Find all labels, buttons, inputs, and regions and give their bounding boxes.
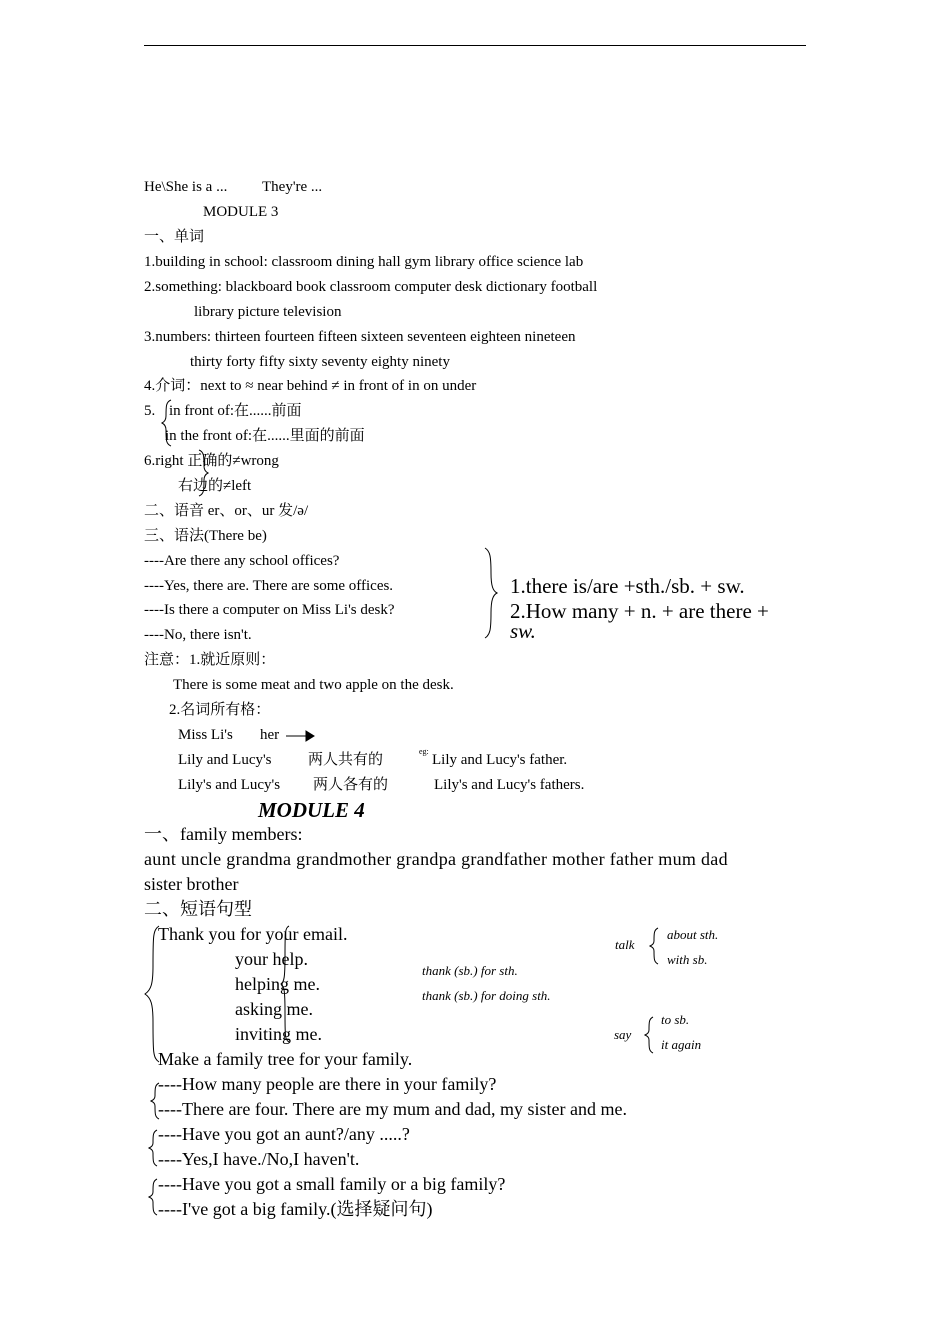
thank-inviting-me: inviting me. <box>235 1024 322 1044</box>
section-vocab: 一、单词 <box>144 229 205 245</box>
dialog-how-many: ----How many people are there in your family? <box>158 1074 497 1094</box>
possessive-joint-meaning: 两人共有的 <box>308 752 384 768</box>
vocab-line-3b: thirty forty fifty sixty seventy eighty ninety <box>190 354 450 370</box>
section-phonics: 二、语音 er、or、ur 发/ə/ <box>144 503 309 519</box>
dialog-family-size-question: ----Have you got a small family or a big family? <box>158 1174 506 1194</box>
brace-6 <box>199 450 211 496</box>
dialog-family-size-answer: ----I've got a big family.(选择疑问句) <box>158 1199 433 1219</box>
thank-asking-me: asking me. <box>235 999 313 1019</box>
brace-there-be <box>485 548 499 638</box>
hint-thank-for-sth: thank (sb.) for sth. <box>422 963 518 978</box>
dialog-a2: ----No, there isn't. <box>144 627 252 643</box>
brace-talk <box>650 928 660 964</box>
dialog-aunt-answer: ----Yes,I have./No,I haven't. <box>158 1149 360 1169</box>
vocab-line-5-number: 5. <box>144 403 156 419</box>
vocab-line-2b: library picture television <box>194 304 342 320</box>
verb-say: say <box>614 1027 632 1042</box>
pronoun-line: He\She is a ... <box>144 179 228 195</box>
brace-5 <box>162 400 174 446</box>
rule-how-many-cont: sw. <box>510 619 536 643</box>
module3-title: MODULE 3 <box>203 204 279 220</box>
possessive-heading: 2.名词所有格： <box>169 702 271 718</box>
hint-thank-for-doing: thank (sb.) for doing sth. <box>422 988 551 1003</box>
family-words-line-2: sister brother <box>144 874 239 894</box>
section-phrases: 二、短语句型 <box>144 899 252 919</box>
vocab-line-5a: in front of:在......前面 <box>169 403 302 419</box>
possessive-separate: Lily's and Lucy's <box>178 777 281 793</box>
vocab-line-4: 4.介词：next to ≈ near behind ≠ in front of in on under <box>144 378 477 394</box>
talk-with: with sb. <box>667 952 708 967</box>
note-heading: 注意：1.就近原则： <box>144 652 276 668</box>
possessive-separate-example: Lily's and Lucy's fathers. <box>434 777 585 793</box>
dialog-there-are-four: ----There are four. There are my mum and dad, my sister and me. <box>158 1099 627 1119</box>
brace-thank-you <box>145 926 161 1062</box>
dialog-q2: ----Is there a computer on Miss Li's desk? <box>144 602 395 618</box>
vocab-line-3: 3.numbers: thirteen fourteen fifteen sixteen seventeen eighteen nineteen <box>144 329 576 345</box>
vocab-line-1: 1.building in school: classroom dining hall gym library office science lab <box>144 254 584 270</box>
say-again: it again <box>661 1037 702 1052</box>
pronoun-line-they: They're ... <box>262 179 323 195</box>
vocab-line-6b: 右边的≠left <box>178 478 252 494</box>
module4-title: MODULE 4 <box>258 798 365 822</box>
dialog-q1: ----Are there any school offices? <box>144 553 340 569</box>
arrow-icon <box>286 730 316 742</box>
verb-talk: talk <box>615 937 635 952</box>
note-example: There is some meat and two apple on the desk. <box>173 677 454 693</box>
family-words-line-1: aunt uncle grandma grandmother grandpa grandfather mother father mum dad <box>144 849 728 869</box>
possessive-separate-meaning: 两人各有的 <box>313 777 389 793</box>
vocab-line-5b: in the front of:在......里面的前面 <box>165 428 365 444</box>
eg-label: eg: <box>419 747 429 756</box>
family-tree-sentence: Make a family tree for your family. <box>158 1049 413 1069</box>
section-family-members: 一、family members: <box>144 824 303 844</box>
thank-your-help: your help. <box>235 949 308 969</box>
header-rule <box>144 45 806 46</box>
possessive-miss-li: Miss Li's <box>178 727 233 743</box>
talk-about: about sth. <box>667 927 719 942</box>
possessive-joint-example: Lily and Lucy's father. <box>432 752 568 768</box>
section-grammar: 三、语法(There be) <box>144 528 267 544</box>
brace-say <box>645 1017 655 1053</box>
dialog-a1: ----Yes, there are. There are some offices. <box>144 578 394 594</box>
vocab-line-2: 2.something: blackboard book classroom computer desk dictionary football <box>144 279 598 295</box>
rule-how-many: 2.How many + n. + are there + <box>510 599 769 623</box>
possessive-her: her <box>260 727 280 743</box>
say-to: to sb. <box>661 1012 690 1027</box>
rule-there-is: 1.there is/are +sth./sb. + sw. <box>510 574 745 598</box>
vocab-line-6a: 6.right 正确的≠wrong <box>144 453 279 469</box>
possessive-joint: Lily and Lucy's <box>178 752 272 768</box>
thank-helping-me: helping me. <box>235 974 320 994</box>
dialog-aunt-question: ----Have you got an aunt?/any .....? <box>158 1124 410 1144</box>
thank-you-for: Thank you for your email. <box>158 924 348 944</box>
